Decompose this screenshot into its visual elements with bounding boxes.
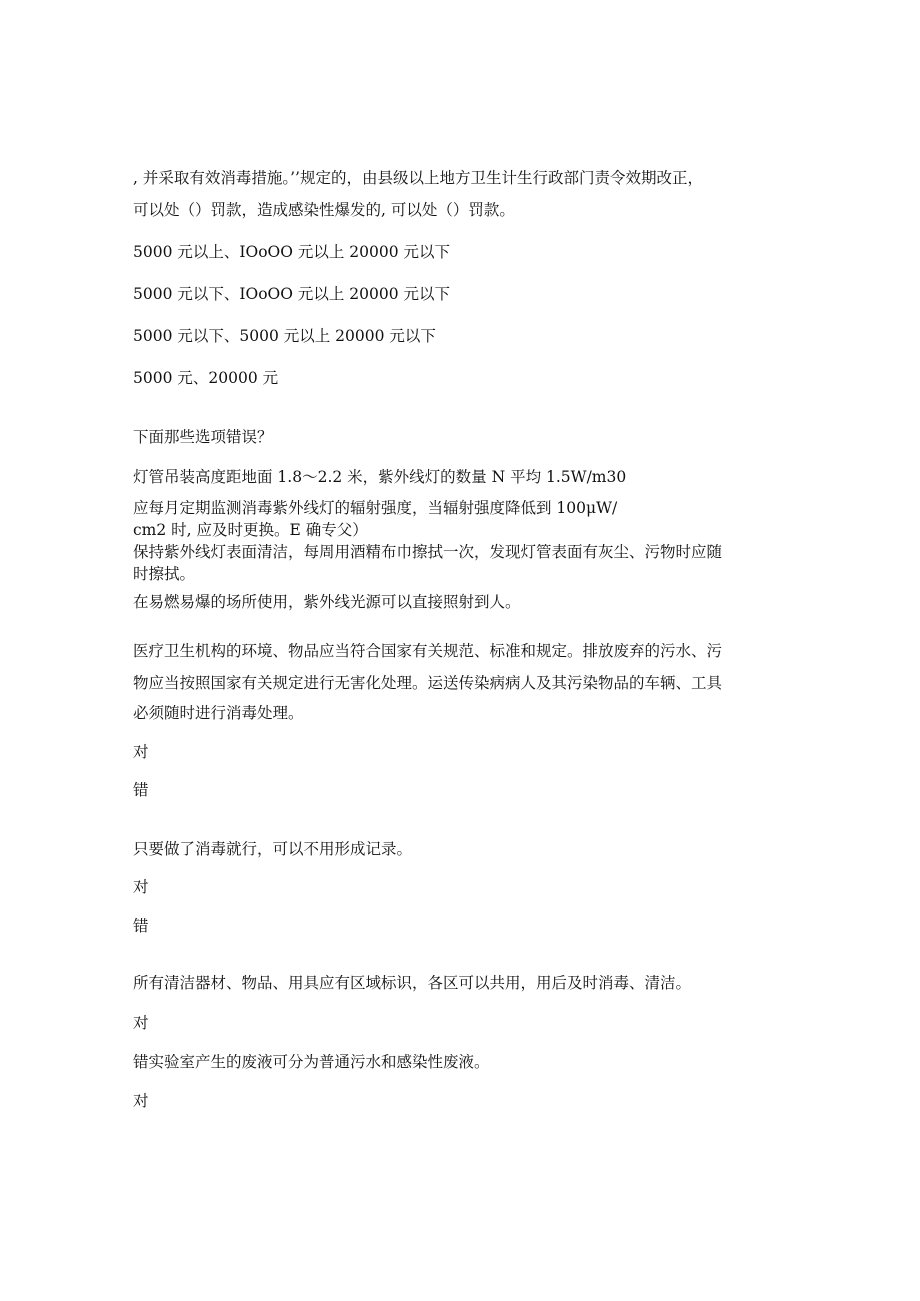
q4-option-true[interactable]: 对: [133, 878, 149, 896]
q3-stem-line-2: 物应当按照国家有关规定进行无害化处理。运送传染病病人及其污染物品的车辆、工具: [133, 674, 723, 692]
q3-option-true[interactable]: 对: [133, 743, 149, 761]
q5-option-true[interactable]: 对: [133, 1014, 149, 1032]
q1-option-a[interactable]: 5000 元以上、IOoOO 元以上 20000 元以下: [133, 243, 451, 261]
q3-stem-line-3: 必须随时进行消毒处理。: [133, 704, 304, 722]
q5-stem: 所有清洁器材、物品、用具应有区域标识，各区可以共用，用后及时消毒、清洁。: [133, 974, 692, 992]
q3-stem-line-1: 医疗卫生机构的环境、物品应当符合国家有关规范、标准和规定。排放废弃的污水、污: [133, 642, 723, 660]
q1-option-c[interactable]: 5000 元以下、5000 元以上 20000 元以下: [133, 327, 436, 345]
q1-option-b[interactable]: 5000 元以下、IOoOO 元以上 20000 元以下: [133, 285, 451, 303]
q6-option-true[interactable]: 对: [133, 1092, 149, 1110]
q2-option-a[interactable]: 灯管吊装高度距地面 1.8～2.2 米，紫外线灯的数量 N 平均 1.5W/m30: [133, 468, 627, 486]
q4-option-false[interactable]: 错: [133, 917, 149, 935]
q2-option-c-line-2[interactable]: 时擦拭。: [133, 565, 196, 583]
q1-option-d[interactable]: 5000 元、20000 元: [133, 369, 279, 387]
q4-stem: 只要做了消毒就行，可以不用形成记录。: [133, 840, 413, 858]
q2-stem: 下面那些选项错误？: [133, 428, 273, 446]
q1-stem-line-1: , 并采取有效消毒措施。’’规定的，由县级以上地方卫生计生行政部门责令效期改正，: [133, 169, 703, 187]
q2-option-c-line-1[interactable]: 保持紫外线灯表面清洁，每周用酒精布巾擦拭一次，发现灯管表面有灰尘、污物时应随: [133, 543, 723, 561]
q3-option-false[interactable]: 错: [133, 781, 149, 799]
q2-option-b-line-1[interactable]: 应每月定期监测消毒紫外线灯的辐射强度，当辐射强度降低到 100μW/: [133, 499, 618, 517]
q1-stem-line-2: 可以处（）罚款，造成感染性爆发的, 可以处（）罚款。: [133, 201, 515, 219]
q2-option-d[interactable]: 在易燃易爆的场所使用，紫外线光源可以直接照射到人。: [133, 593, 521, 611]
q2-option-b-line-2[interactable]: cm2 时, 应及时更换。E 确专父）: [133, 521, 368, 539]
q5-option-false-and-q6-stem: 错实验室产生的废液可分为普通污水和感染性废液。: [133, 1053, 490, 1071]
